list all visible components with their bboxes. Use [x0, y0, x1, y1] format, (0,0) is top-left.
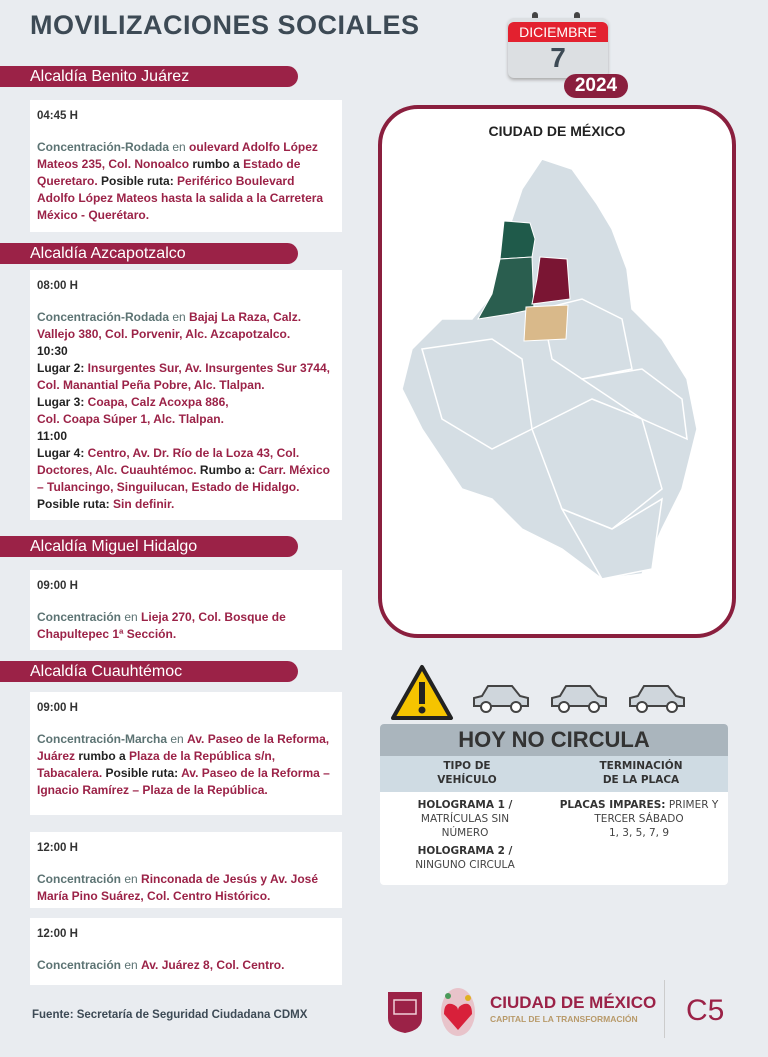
- event-time: 08:00 H: [37, 280, 78, 292]
- source-text: Fuente: Secretaría de Seguridad Ciudadana CDMX: [32, 1009, 308, 1021]
- event-type: Concentración: [37, 958, 122, 972]
- c5-logo: C5: [686, 994, 725, 1027]
- event-time: 09:00 H: [37, 702, 78, 714]
- event-type: Concentración-Marcha: [37, 732, 168, 746]
- map-region-azcapotzalco: [500, 221, 535, 259]
- holograma-2-label: HOLOGRAMA 2 /: [417, 845, 513, 857]
- location-text: Periférico Boulevard Adolfo López Mateos hasta la salida a la Carretera México - Querétaro.: [37, 174, 324, 222]
- location-text: Plaza de la República s/n, Tabacalera.: [37, 749, 276, 780]
- car-icon: [626, 680, 688, 716]
- label-text: en: [169, 310, 190, 324]
- location-text: oulevard Adolfo López Mateos 235, Col. Nonoalco: [37, 140, 318, 171]
- location-text: Centro, Av. Dr. Río de la Loza 43, Col. Doctores, Alc. Cuauhtémoc.: [37, 446, 300, 477]
- label-text: en: [167, 732, 188, 746]
- location-text: Lieja 270, Col. Bosque de Chapultepec 1ª Sección.: [37, 610, 286, 641]
- location-text: Estado de Queretaro.: [37, 157, 301, 188]
- cdmx-heart-logo: [436, 980, 480, 1040]
- placas-label: PLACAS IMPARES:: [559, 799, 666, 811]
- event-time: 12:00 H: [37, 842, 78, 854]
- holograma-2-text: NINGUNO CIRCULA: [415, 859, 515, 871]
- location-text: Av. Paseo de la Reforma, Juárez: [37, 732, 330, 763]
- event-card: [30, 692, 342, 815]
- label-text: rumbo a: [75, 749, 130, 763]
- hoy-no-circula-panel: [380, 724, 728, 885]
- label-text: en: [121, 872, 142, 886]
- label-text: Lugar 4:: [37, 446, 88, 460]
- footer-divider: [664, 980, 665, 1038]
- map-region-benito-juarez: [524, 305, 568, 341]
- event-description: [37, 609, 335, 643]
- location-text: Carr. México – Tulancingo, Singuilucan, Estado de Hidalgo.: [37, 463, 330, 494]
- hoy-no-circula-title: HOY NO CIRCULA: [380, 724, 728, 756]
- label-text: Rumbo a:: [196, 463, 259, 477]
- location-text: Sin definir.: [113, 497, 175, 511]
- label-text: en: [121, 958, 142, 972]
- event-description: [37, 957, 335, 974]
- section-header-miguel-hidalgo: Alcaldía Miguel Hidalgo: [0, 536, 298, 557]
- map-title: CIUDAD DE MÉXICO: [488, 123, 626, 139]
- event-type: Concentración-Rodada: [37, 140, 170, 154]
- event-description: [37, 139, 335, 224]
- event-time: 04:45 H: [37, 110, 78, 122]
- label-text: 10:30: [37, 344, 68, 358]
- location-text: Coapa, Calz Acoxpa 886,: [87, 395, 229, 409]
- event-card: [30, 270, 342, 520]
- car-icon: [470, 680, 532, 716]
- car-icon: [548, 680, 610, 716]
- calendar-year: 2024: [564, 74, 628, 98]
- section-header-benito-juarez: Alcaldía Benito Juárez: [0, 66, 298, 87]
- location-text: Col. Coapa Súper 1, Alc. Tlalpan.: [37, 412, 224, 426]
- brand-name: CIUDAD DE MÉXICO: [490, 993, 657, 1012]
- event-time: 12:00 H: [37, 928, 78, 940]
- placas-text: PRIMER Y TERCER SÁBADO: [594, 799, 719, 825]
- calendar-day: 7: [550, 42, 566, 73]
- col-header-vehicle-type: TIPO DE VEHÍCULO: [437, 760, 497, 786]
- label-text: en: [121, 610, 142, 624]
- calendar-date: [508, 18, 618, 96]
- placas-numbers: 1, 3, 5, 7, 9: [608, 827, 670, 839]
- label-text: Lugar 3:: [37, 395, 88, 409]
- event-description: [37, 731, 335, 799]
- label-text: Posible ruta:: [37, 497, 114, 511]
- label-text: rumbo a: [189, 157, 244, 171]
- event-type: Concentración-Rodada: [37, 310, 170, 324]
- calendar-month: DICIEMBRE: [508, 22, 608, 42]
- event-card: [30, 570, 342, 650]
- label-text: en: [169, 140, 190, 154]
- location-text: Insurgentes Sur, Av. Insurgentes Sur 3744, Col. Manantial Peña Pobre, Alc. Tlalpan.: [37, 361, 330, 392]
- location-text: Rinconada de Jesús y Av. José María Pino Suárez, Col. Centro Histórico.: [37, 872, 318, 903]
- event-time: 09:00 H: [37, 580, 78, 592]
- location-text: Av. Paseo de la Reforma – Ignacio Ramírez – Plaza de la República.: [37, 766, 330, 797]
- section-header-cuauhtemoc: Alcaldía Cuauhtémoc: [0, 661, 298, 682]
- label-text: Posible ruta:: [102, 766, 182, 780]
- holograma-1-text: MATRÍCULAS SIN NÚMERO: [420, 813, 510, 839]
- location-text: Av. Juárez 8, Col. Centro.: [141, 958, 285, 972]
- event-description: [37, 309, 335, 513]
- warning-icon: [390, 664, 454, 722]
- label-text: 11:00: [37, 429, 68, 443]
- section-header-azcapotzalco: Alcaldía Azcapotzalco: [0, 243, 298, 264]
- brand-tagline: CAPITAL DE LA TRANSFORMACIÓN: [490, 1014, 638, 1024]
- label-text: Posible ruta:: [97, 174, 178, 188]
- col-header-plate-ending: TERMINACIÓN DE LA PLACA: [599, 760, 683, 786]
- page-title: MOVILIZACIONES SOCIALES: [30, 10, 420, 40]
- event-description: [37, 871, 335, 905]
- cdmx-map-panel: [378, 105, 736, 638]
- event-card: [30, 100, 342, 232]
- cdmx-shield-logo: [386, 990, 424, 1034]
- location-text: Bajaj La Raza, Calz. Vallejo 380, Col. Porvenir, Alc. Azcapotzalco.: [37, 310, 302, 341]
- event-type: Concentración: [37, 610, 122, 624]
- cdmx-map: [382, 109, 732, 634]
- event-type: Concentración: [37, 872, 122, 886]
- event-card: [30, 918, 342, 985]
- event-card: [30, 832, 342, 908]
- label-text: Lugar 2:: [37, 361, 88, 375]
- holograma-1-label: HOLOGRAMA 1 /: [417, 799, 513, 811]
